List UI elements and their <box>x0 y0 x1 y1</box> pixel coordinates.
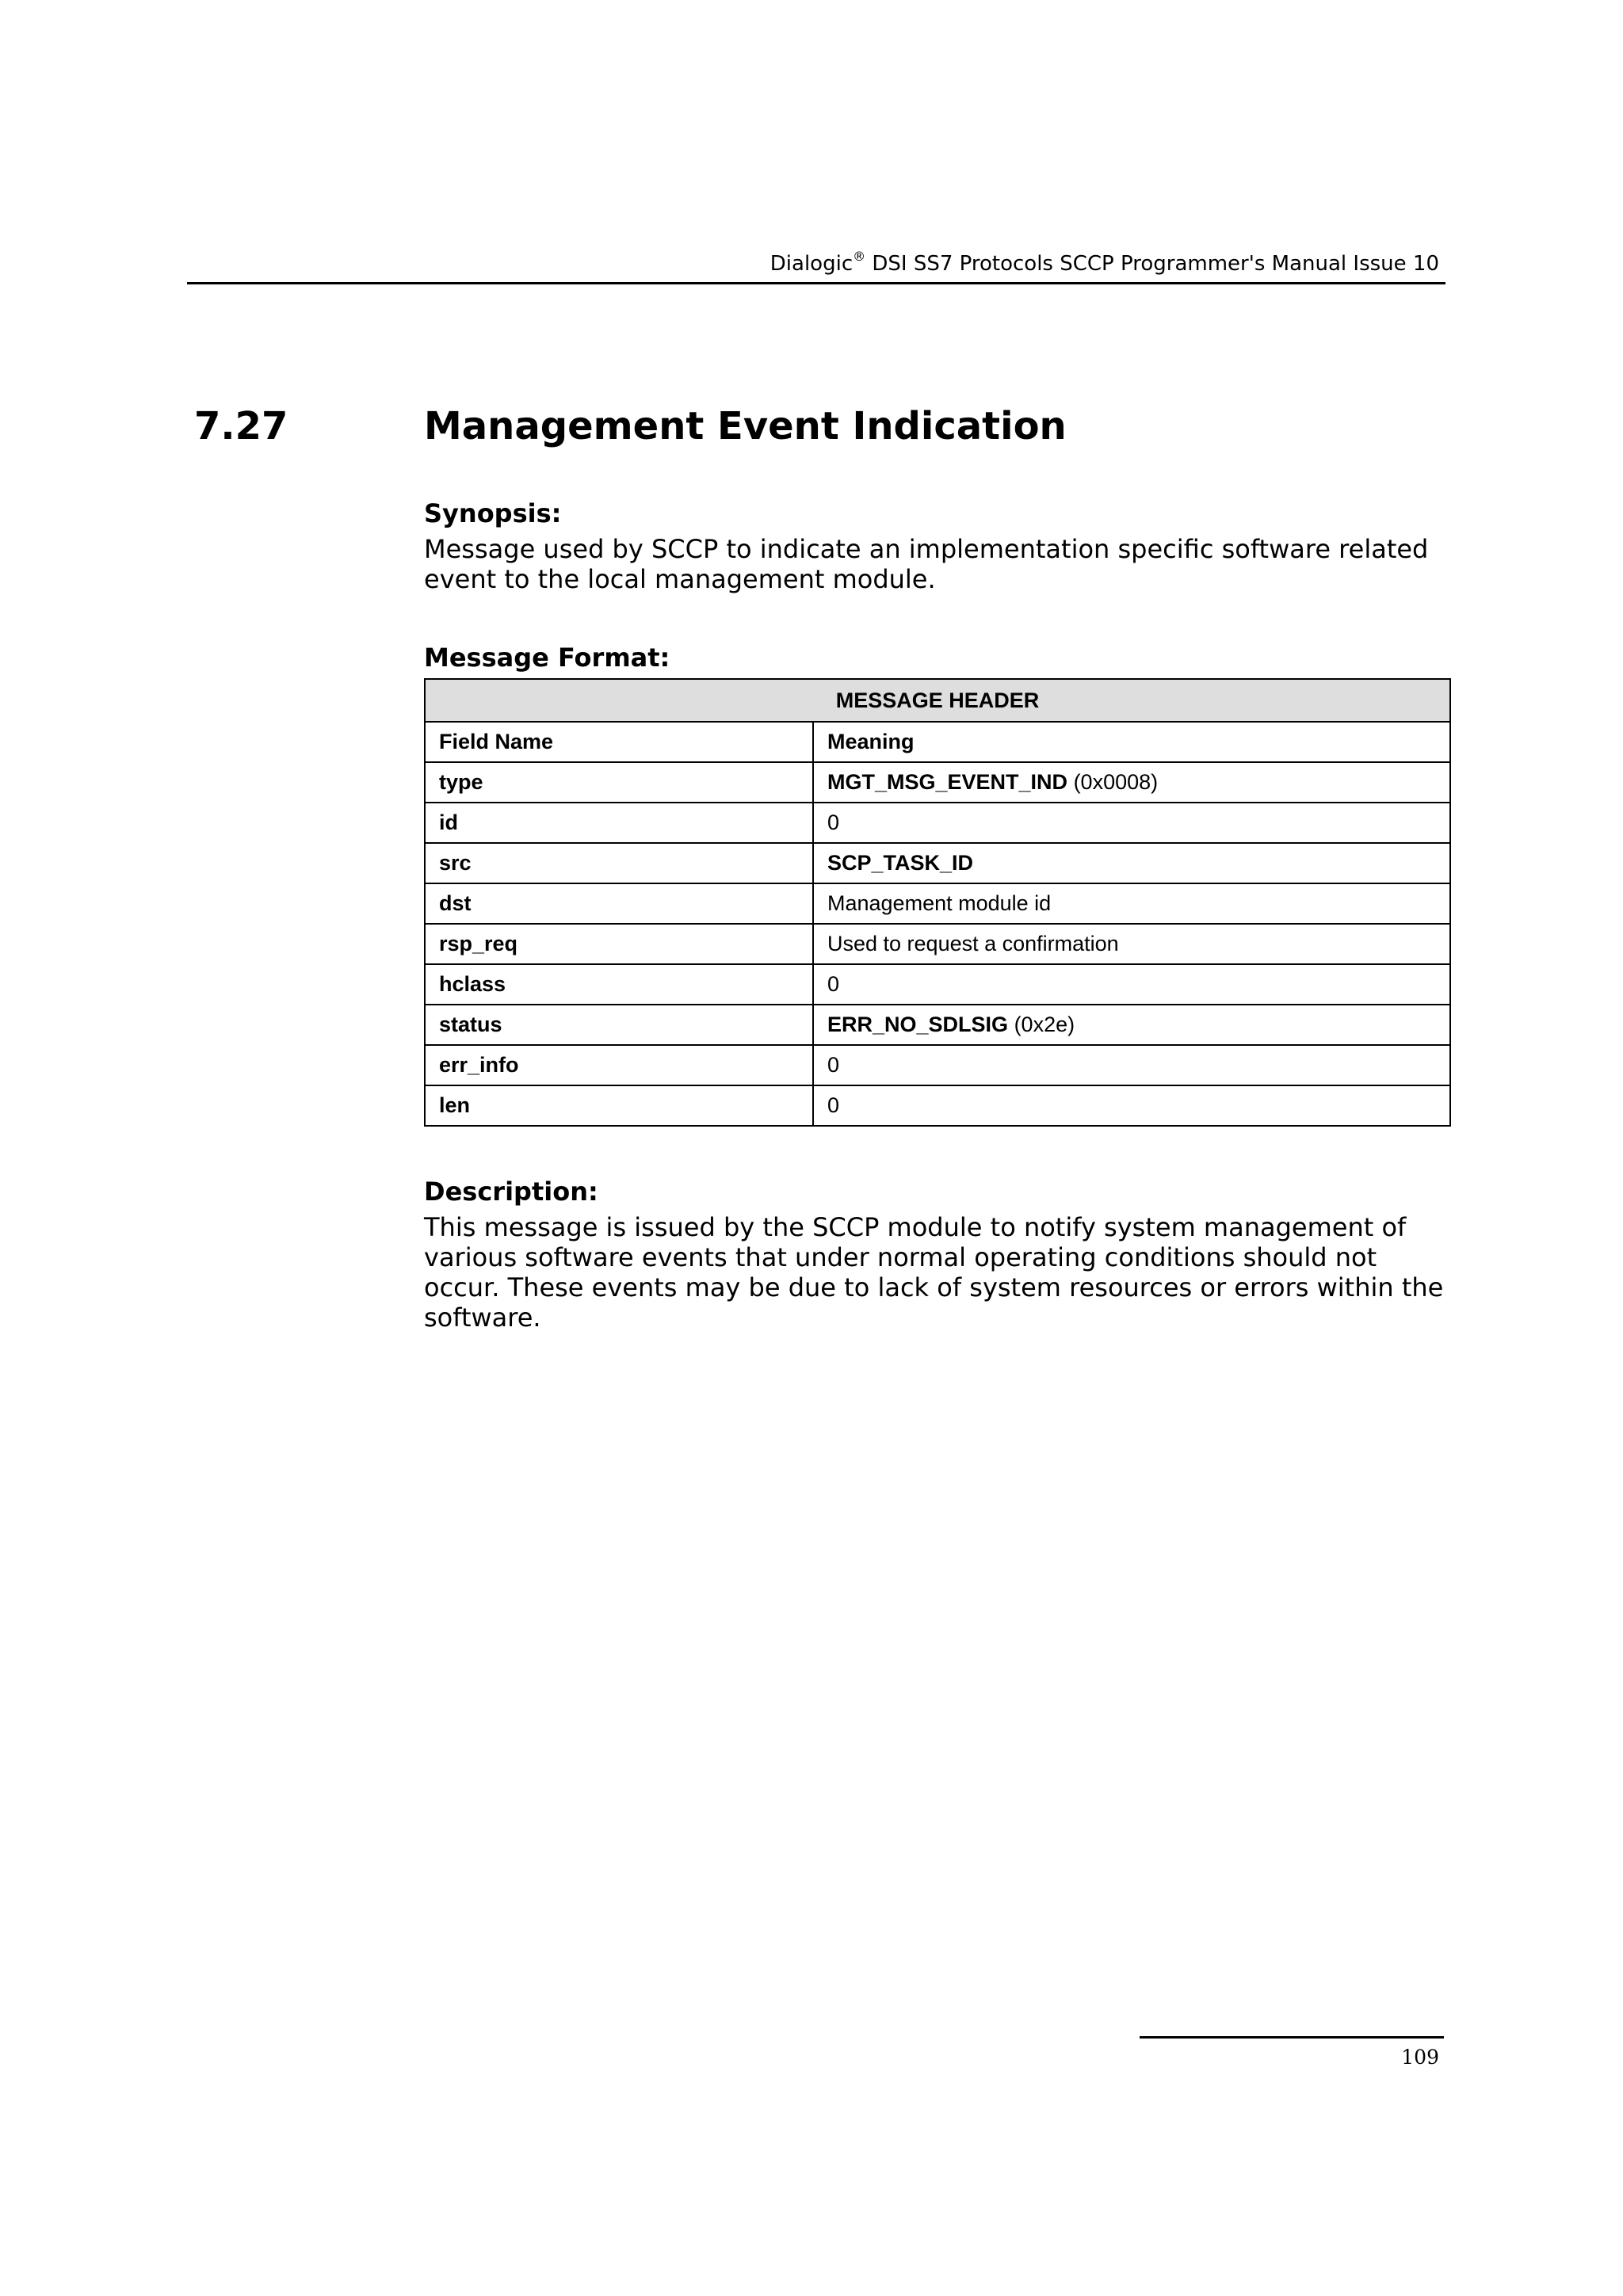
header-brand: Dialogic <box>769 252 854 276</box>
meaning-constant: MGT_MSG_EVENT_IND <box>827 770 1068 794</box>
page-number: 109 <box>1401 2046 1439 2069</box>
section-title: Management Event Indication <box>424 404 1067 448</box>
section-content <box>424 498 1454 1333</box>
field-name-cell: rsp_req <box>425 924 813 964</box>
field-name-cell: hclass <box>425 964 813 1005</box>
meaning-value: 0 <box>827 810 840 834</box>
column-field-name: Field Name <box>425 722 813 762</box>
meaning-cell <box>813 843 1450 883</box>
table-row <box>425 1045 1450 1085</box>
description-heading: Description: <box>424 1177 598 1207</box>
table-row <box>425 924 1450 964</box>
meaning-cell <box>813 1085 1450 1126</box>
meaning-value: 0 <box>827 972 840 996</box>
meaning-value: Used to request a confirmation <box>827 932 1119 955</box>
meaning-constant: SCP_TASK_ID <box>827 851 974 875</box>
meaning-cell <box>813 1045 1450 1085</box>
message-format-table <box>424 678 1451 1127</box>
header-title: DSI SS7 Protocols SCCP Programmer's Manual Issue 10 <box>865 252 1439 276</box>
meaning-value: 0 <box>827 1053 840 1077</box>
field-name-cell: src <box>425 843 813 883</box>
footer-rule <box>1140 2036 1444 2039</box>
table-row <box>425 843 1450 883</box>
table-row <box>425 762 1450 803</box>
table-header-row <box>425 679 1450 722</box>
table-row <box>425 803 1450 843</box>
meaning-cell <box>813 1005 1450 1045</box>
synopsis-text: Message used by SCCP to indicate an implementation specific software related event to the local management module. <box>424 534 1429 594</box>
field-name-cell: status <box>425 1005 813 1045</box>
table-header-cell: MESSAGE HEADER <box>425 679 1450 722</box>
meaning-value: (0x2e) <box>1008 1013 1075 1036</box>
registered-mark: ® <box>853 249 866 264</box>
meaning-value: Management module id <box>827 891 1052 915</box>
table-row <box>425 1085 1450 1126</box>
field-name-cell: dst <box>425 883 813 924</box>
table-row <box>425 1005 1450 1045</box>
meaning-cell <box>813 762 1450 803</box>
message-format-heading: Message Format: <box>424 643 670 673</box>
meaning-cell <box>813 964 1450 1005</box>
meaning-value: (0x0008) <box>1067 770 1159 794</box>
field-name-cell: type <box>425 762 813 803</box>
synopsis-heading: Synopsis: <box>424 498 562 528</box>
meaning-constant: ERR_NO_SDLSIG <box>827 1013 1009 1036</box>
section-number: 7.27 <box>194 404 288 448</box>
field-name-cell: err_info <box>425 1045 813 1085</box>
column-meaning: Meaning <box>813 722 1450 762</box>
field-name-cell: id <box>425 803 813 843</box>
running-header <box>187 249 1445 276</box>
table-row <box>425 883 1450 924</box>
description-text: This message is issued by the SCCP module to notify system management of various software events that under normal operating conditions should not occur. These events may be due to lack of system resources or errors within the software. <box>424 1212 1444 1333</box>
field-name-cell: len <box>425 1085 813 1126</box>
meaning-cell <box>813 803 1450 843</box>
meaning-value: 0 <box>827 1093 840 1117</box>
meaning-cell <box>813 924 1450 964</box>
table-column-row <box>425 722 1450 762</box>
table-row <box>425 964 1450 1005</box>
header-rule <box>187 282 1445 284</box>
meaning-cell <box>813 883 1450 924</box>
